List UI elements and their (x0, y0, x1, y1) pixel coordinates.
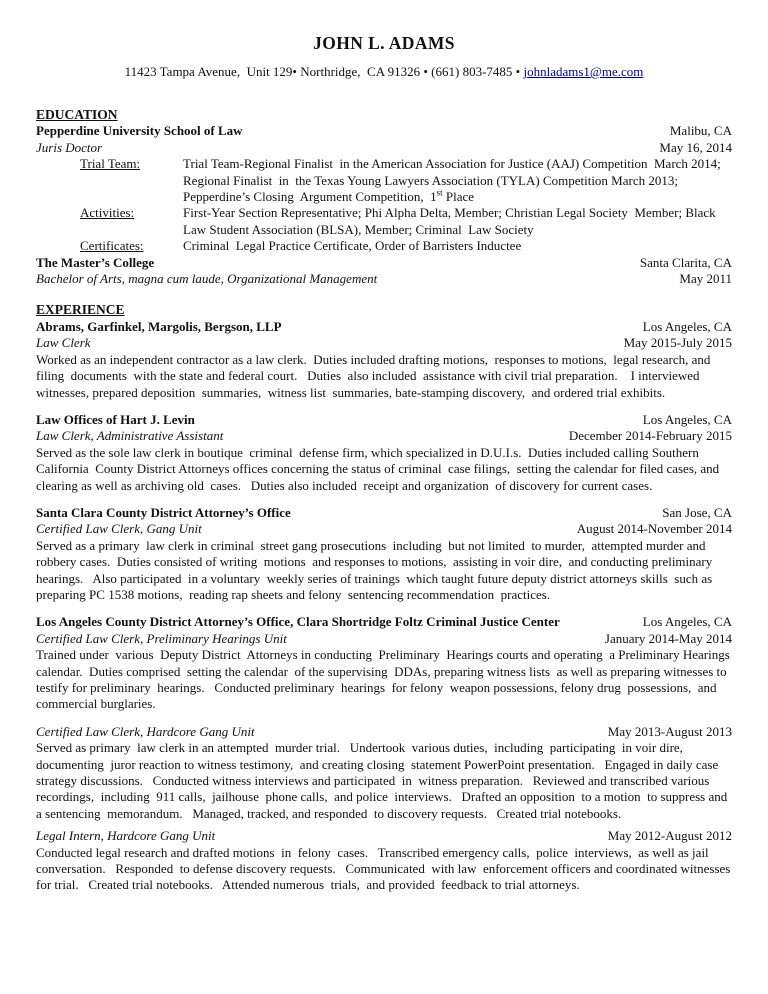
education-detail-row (36, 205, 732, 238)
company-row (36, 505, 732, 521)
detail-label-trial-team: Trial Team: (80, 156, 141, 172)
page-title: JOHN L. ADAMS (313, 33, 455, 53)
job-description: Served as the sole law clerk in boutique criminal defense firm, which specialized in D.U.I.s. Duties included calling Southern California County District Attorneys offices concerning the status of criminal case filings, setting the calendar for filed cases, and clearing as well as archiving old cases. Duties also included receipt and organization of discovery for current cases. (36, 444, 723, 493)
job-dates: December 2014-February 2015 (568, 428, 732, 444)
company-location: San Jose, CA (662, 504, 732, 520)
company-name: Los Angeles County District Attorney’s Office, Clara Shortridge Foltz Criminal Justice Center (36, 614, 560, 630)
title-row (36, 828, 732, 844)
detail-text-trial-team (183, 156, 732, 205)
title-row (36, 724, 732, 740)
company-location: Los Angeles, CA (642, 411, 732, 427)
job-description: Served as primary law clerk in an attempted murder trial. Undertook various duties, including participating in voir dire, documenting juror reaction to witness testimony, and creating closing statement PowerPoint presentation. Engaged in daily case strategy discussions. Conducted witness interviews and participated in witness preparation. Reviewed and transcribed various recordings, including 911 calls, jailhouse phone calls, and police interviews. Drafted an opposition to a motion to suppress and a sentencing memorandum. Managed, tracked, and responded to discovery requests. Created trial notebooks. (36, 740, 731, 821)
job-dates: May 2012-August 2012 (607, 828, 732, 844)
company-row (36, 319, 732, 335)
job-dates: January 2014-May 2014 (604, 630, 732, 646)
degree-date: May 16, 2014 (659, 139, 732, 155)
experience-section (36, 302, 732, 893)
experience-entry (36, 505, 732, 603)
title-row (36, 631, 732, 647)
contact-text: 11423 Tampa Avenue, Unit 129• Northridge, CA 91326 • (661) 803-7485 • (124, 64, 524, 79)
job-dates: August 2014-November 2014 (576, 521, 732, 537)
job-title: Legal Intern, Hardcore Gang Unit (36, 828, 216, 844)
trial-team-text-tail: Place (442, 189, 475, 205)
job-title: Law Clerk (36, 335, 91, 351)
experience-entry (36, 614, 732, 712)
job-description: Trained under various Deputy District Attorneys in conducting Preliminary Hearings courts and operating a Preliminary Hearings calendar. Duties comprised setting the calendar of the supervising DDAs, preparing witness lists as well as preparing witnesses to testify for preliminary hearings. Conducted preliminary hearings for felony weapon possessions, felony drug possessions, and commercial burglaries. (36, 647, 734, 712)
school-location: Malibu, CA (669, 123, 732, 139)
degree-date: May 2011 (679, 271, 732, 287)
experience-entry (36, 828, 732, 894)
detail-text-certificates: Criminal Legal Practice Certificate, Order of Barristers Inductee (183, 238, 522, 254)
education-detail-row (36, 238, 732, 254)
company-location: Los Angeles, CA (642, 614, 732, 630)
experience-entry (36, 412, 732, 494)
company-row (36, 412, 732, 428)
degree-name: Bachelor of Arts, magna cum laude, Organizational Management (36, 271, 378, 287)
job-description: Conducted legal research and drafted motions in felony cases. Transcribed emergency calls, police interviews, as well as jail conversation. Responded to defense discovery requests. Communicated with law enforcement officers and coordinated witnesses for trial. Created trial notebooks. Attended numerous trials, and provided feedback to trial attorneys. (36, 844, 734, 893)
job-title: Certified Law Clerk, Preliminary Hearings Unit (36, 630, 287, 646)
ordinal-superscript: st (436, 187, 443, 198)
school-name: Pepperdine University School of Law (36, 123, 243, 139)
email-link[interactable]: johnladams1@me.com (523, 64, 644, 79)
trial-team-text: Trial Team-Regional Finalist in the American Association for Justice (AAJ) Competition March 2014; Regional Finalist in the Texas Young Lawyers Association (TYLA) Competition March 2013; Pepperdine’s Closing Argument Competition, 1 (183, 156, 725, 205)
job-title: Certified Law Clerk, Hardcore Gang Unit (36, 723, 255, 739)
contact-line (36, 64, 732, 80)
section-heading-experience: EXPERIENCE (36, 302, 125, 318)
school-header-row (36, 255, 732, 271)
school-header-row (36, 123, 732, 139)
job-description: Served as a primary law clerk in criminal street gang prosecutions including but not limited to murder, attempted murder and robbery cases. Duties consisted of writing motions and responses to motions, assisting in voir dire, and conducting preliminary hearings. Also participated in a voluntary weekly series of trainings which taught future deputy district attorneys skills such as preparing PC 1538 motions, reading rap sheets and felony sentencing recommendation practices. (36, 537, 719, 602)
detail-label-certificates: Certificates: (80, 238, 144, 254)
company-name: Law Offices of Hart J. Levin (36, 411, 195, 427)
title-row (36, 521, 732, 537)
section-heading-education: EDUCATION (36, 107, 118, 122)
degree-row (36, 140, 732, 156)
school-location: Santa Clarita, CA (639, 254, 732, 270)
company-name: Abrams, Garfinkel, Margolis, Bergson, LLP (36, 318, 282, 334)
detail-text-activities: First-Year Section Representative; Phi Alpha Delta, Member; Christian Legal Society Member; Black Law Student Association (BLSA), Member; Criminal Law Society (183, 205, 719, 237)
job-description: Worked as an independent contractor as a law clerk. Duties included drafting motions, responses to motions, legal research, and filing documents with the state and federal court. Duties also included assistance with civil trial preparation. I interviewed witnesses, prepared deposition summaries, witness list summaries, bate-stamping discovery, and ordered trial exhibits. (36, 351, 714, 400)
job-dates: May 2013-August 2013 (607, 723, 732, 739)
degree-name: Juris Doctor (36, 139, 103, 155)
company-row (36, 614, 732, 630)
experience-entry (36, 319, 732, 401)
detail-label-activities: Activities: (80, 205, 135, 221)
company-location: Los Angeles, CA (642, 318, 732, 334)
title-row (36, 335, 732, 351)
company-name: Santa Clara County District Attorney’s Office (36, 504, 291, 520)
job-dates: May 2015-July 2015 (623, 335, 732, 351)
experience-entry (36, 724, 732, 822)
degree-row (36, 271, 732, 287)
school-name: The Master’s College (36, 254, 155, 270)
job-title: Certified Law Clerk, Gang Unit (36, 521, 202, 537)
title-row (36, 428, 732, 444)
education-detail-row (36, 156, 732, 205)
job-title: Law Clerk, Administrative Assistant (36, 428, 224, 444)
